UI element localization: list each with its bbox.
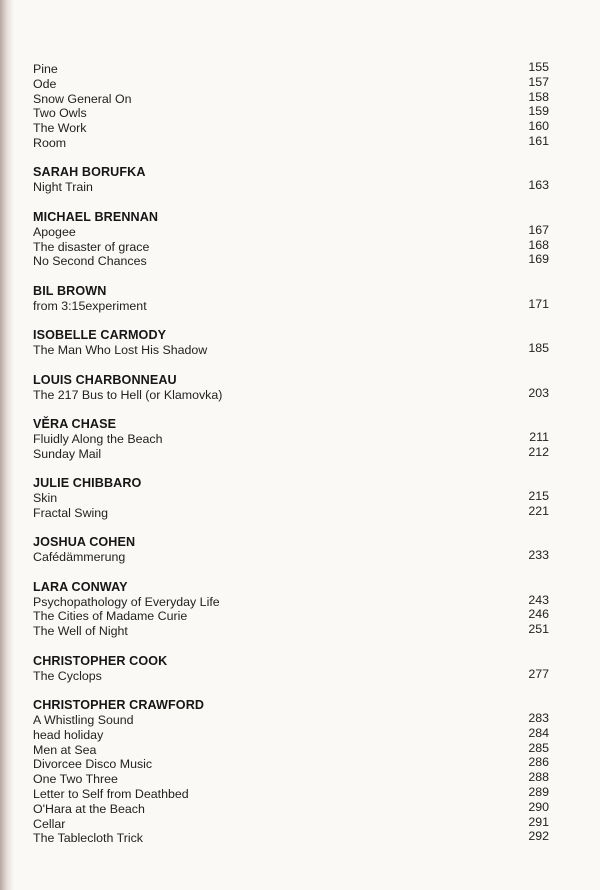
toc-entry: [33, 550, 549, 565]
entry-title: The Man Who Lost His Shadow: [33, 343, 208, 358]
entry-page-number: 291: [528, 814, 549, 829]
table-of-contents: [33, 62, 549, 860]
entry-page-number: 288: [528, 770, 549, 785]
toc-entry: [33, 180, 549, 195]
entry-page-number: 160: [528, 119, 549, 134]
toc-author-group: [33, 62, 549, 151]
author-heading: VĚRA CHASE: [33, 416, 117, 431]
toc-entry: [33, 787, 549, 802]
author-heading: LOUIS CHARBONNEAU: [33, 372, 177, 387]
toc-entry: [33, 74, 549, 92]
entry-title: The Cyclops: [33, 668, 102, 683]
entry-title: The Tablecloth Trick: [33, 831, 143, 846]
entry-title: Ode: [33, 76, 57, 91]
entry-title: The Work: [33, 121, 87, 136]
entry-page-number: 289: [528, 785, 549, 800]
entry-page-number: 169: [528, 252, 549, 267]
toc-entry: [33, 772, 549, 787]
toc-entry: [33, 592, 549, 610]
toc-entry: [33, 491, 549, 506]
toc-entry: [33, 503, 549, 521]
entry-title: The 217 Bus to Hell (or Klamovka): [33, 387, 223, 402]
entry-title: Apogee: [33, 224, 76, 239]
toc-entry: [33, 740, 549, 758]
entry-title: One Two Three: [33, 772, 118, 787]
toc-entry: [33, 89, 549, 107]
toc-entry: [33, 296, 549, 314]
entry-page-number: 292: [528, 829, 549, 844]
entry-title: Psychopathology of Everyday Life: [33, 594, 220, 609]
entry-page-number: 203: [528, 385, 549, 400]
entry-title: Fluidly Along the Beach: [33, 431, 163, 446]
entry-title: No Second Chances: [33, 254, 147, 269]
entry-page-number: 185: [528, 341, 549, 356]
entry-page-number: 233: [528, 548, 549, 563]
toc-entry: [33, 444, 549, 462]
entry-title: Night Train: [33, 180, 93, 195]
author-heading: SARAH BORUFKA: [33, 165, 146, 180]
toc-author-group: [33, 372, 549, 403]
toc-entry: [33, 385, 549, 403]
entry-title: Room: [33, 135, 67, 150]
toc-entry: [33, 814, 549, 832]
entry-title: Pine: [33, 62, 58, 76]
entry-page-number: 251: [528, 622, 549, 637]
entry-title: The Well of Night: [33, 624, 128, 639]
toc-author-group: [33, 475, 549, 521]
author-heading: CHRISTOPHER CRAWFORD: [33, 698, 205, 713]
toc-entry: [33, 237, 549, 255]
entry-page-number: 243: [528, 592, 549, 607]
toc-author-group: [33, 579, 549, 639]
author-heading: MICHAEL BRENNAN: [33, 209, 159, 224]
toc-entry: [33, 121, 549, 136]
entry-page-number: 157: [528, 74, 549, 89]
toc-entry: [33, 106, 549, 121]
entry-title: Divorcee Disco Music: [33, 757, 153, 772]
entry-title: Men at Sea: [33, 742, 97, 757]
entry-title: Snow General On: [33, 91, 132, 106]
toc-author-group: [33, 209, 549, 269]
toc-author-group: [33, 164, 549, 195]
toc-entry: [33, 799, 549, 817]
entry-page-number: 168: [528, 237, 549, 252]
entry-page-number: 159: [528, 104, 549, 119]
toc-entry: [33, 831, 549, 846]
entry-title: Fractal Swing: [33, 505, 109, 520]
entry-page-number: 277: [528, 666, 549, 681]
toc-author-group: [33, 697, 549, 846]
toc-author-group: [33, 283, 549, 314]
entry-page-number: 283: [528, 711, 549, 726]
entry-title: The disaster of grace: [33, 239, 150, 254]
toc-entry: [33, 713, 549, 728]
entry-page-number: 158: [528, 89, 549, 104]
author-heading: CHRISTOPHER COOK: [33, 653, 168, 668]
page-edge-shadow: [0, 0, 14, 890]
entry-page-number: 171: [528, 296, 549, 311]
entry-title: Cafédämmerung: [33, 550, 126, 565]
toc-author-group: [33, 327, 549, 358]
entry-title: Skin: [33, 491, 58, 506]
toc-author-group: [33, 416, 549, 462]
author-heading: JOSHUA COHEN: [33, 535, 136, 550]
entry-title: A Whistling Sound: [33, 713, 134, 728]
toc-entry: [33, 666, 549, 684]
entry-title: Letter to Self from Deathbed: [33, 787, 189, 802]
author-heading: JULIE CHIBBARO: [33, 476, 142, 491]
entry-page-number: 163: [528, 178, 549, 193]
entry-page-number: 221: [528, 503, 549, 518]
entry-page-number: 212: [528, 444, 549, 459]
author-heading: BIL BROWN: [33, 283, 107, 298]
toc-entry: [33, 222, 549, 240]
toc-entry: [33, 133, 549, 151]
entry-title: Two Owls: [33, 106, 87, 121]
entry-title: Sunday Mail: [33, 446, 102, 461]
entry-title: O'Hara at the Beach: [33, 801, 145, 816]
toc-author-group: [33, 653, 549, 684]
entry-page-number: 167: [528, 222, 549, 237]
author-heading: LARA CONWAY: [33, 579, 128, 594]
toc-entry: [33, 343, 549, 358]
toc-entry: [33, 254, 549, 269]
toc-entry: [33, 757, 549, 772]
toc-author-group: [33, 534, 549, 565]
entry-page-number: 155: [528, 60, 549, 74]
entry-page-number: 161: [528, 133, 549, 148]
toc-entry: [33, 725, 549, 743]
entry-page-number: 290: [528, 799, 549, 814]
toc-entry: [33, 624, 549, 639]
entry-title: Cellar: [33, 816, 66, 831]
entry-page-number: 211: [529, 429, 549, 444]
entry-title: The Cities of Madame Curie: [33, 609, 188, 624]
toc-entry: [33, 62, 549, 77]
entry-page-number: 284: [528, 725, 549, 740]
entry-title: head holiday: [33, 727, 104, 742]
entry-page-number: 285: [528, 740, 549, 755]
entry-page-number: 286: [528, 755, 549, 770]
toc-entry: [33, 609, 549, 624]
author-heading: ISOBELLE CARMODY: [33, 328, 167, 343]
toc-entry: [33, 429, 549, 447]
entry-title: from 3:15experiment: [33, 298, 147, 313]
entry-page-number: 246: [528, 607, 549, 622]
entry-page-number: 215: [528, 489, 549, 504]
